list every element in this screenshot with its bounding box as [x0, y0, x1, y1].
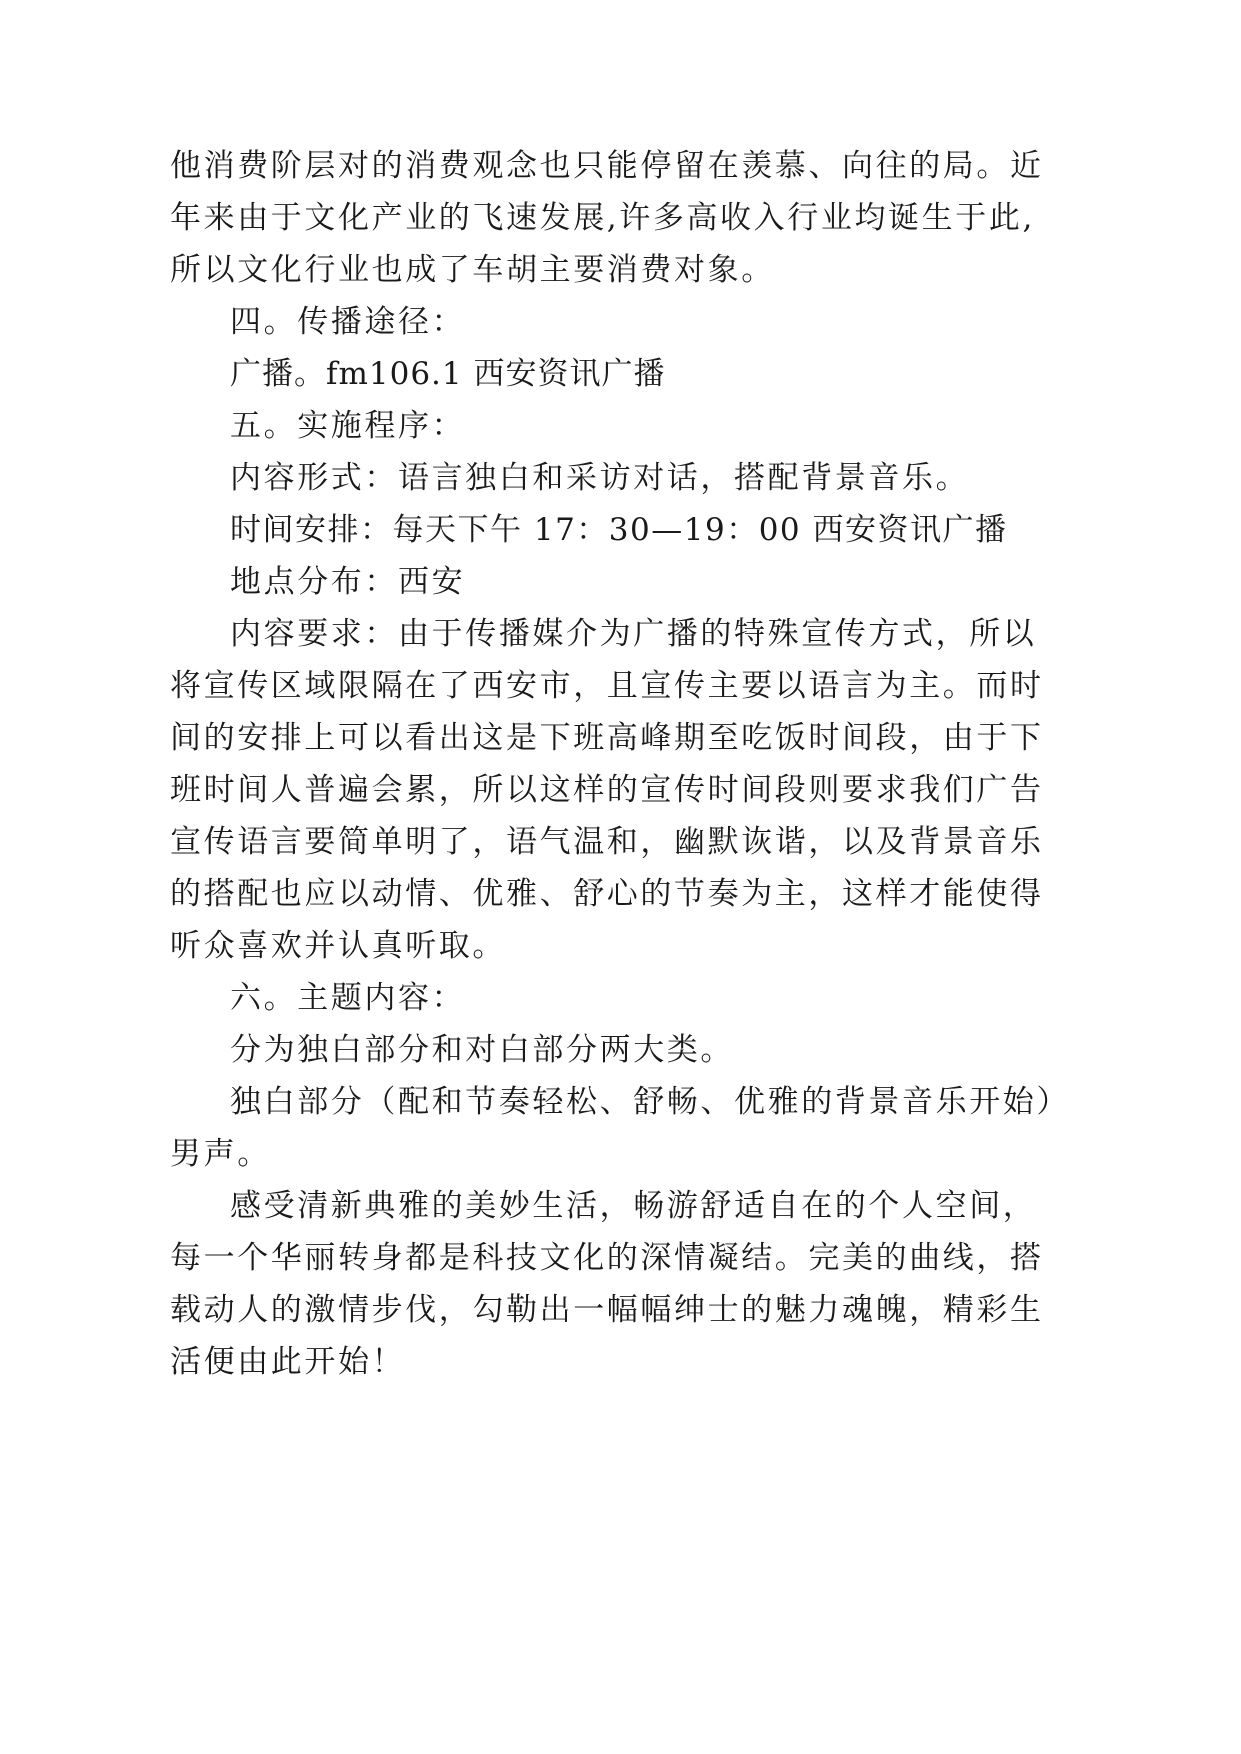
text-line: 广播。fm106.1 西安资讯广播 [230, 356, 666, 392]
text-line: 感受清新典雅的美妙生活，畅游舒适自在的个人空间， [230, 1188, 1037, 1224]
text-line: 班时间人普遍会累，所以这样的宣传时间段则要求我们广告 [170, 772, 1044, 808]
section-heading: 六。主题内容： [230, 980, 466, 1016]
text-line: 分为独白部分和对白部分两大类。 [230, 1032, 734, 1068]
text-line: 地点分布：西安 [230, 564, 466, 600]
text-line: 所以文化行业也成了车胡主要消费对象。 [170, 252, 775, 288]
text-line: 的搭配也应以动情、优雅、舒心的节奏为主，这样才能使得 [170, 876, 1044, 912]
text-line: 时间安排：每天下午 17：30—19：00 西安资讯广播 [230, 512, 1008, 548]
text-line: 听众喜欢并认真听取。 [170, 928, 506, 964]
section-heading: 四。传播途径： [230, 304, 466, 340]
text-line: 独白部分（配和节奏轻松、舒畅、优雅的背景音乐开始） [230, 1084, 1070, 1120]
text-line: 内容要求：由于传播媒介为广播的特殊宣传方式，所以 [230, 616, 1037, 652]
text-line: 内容形式：语言独白和采访对话，搭配背景音乐。 [230, 460, 970, 496]
text-line: 载动人的激情步伐，勾勒出一幅幅绅士的魅力魂魄，精彩生 [170, 1292, 1044, 1328]
text-line: 间的安排上可以看出这是下班高峰期至吃饭时间段，由于下 [170, 720, 1044, 756]
section-heading: 五。实施程序： [230, 408, 466, 444]
text-line: 他消费阶层对的消费观念也只能停留在羡慕、向往的局。近 [170, 148, 1044, 184]
text-line: 将宣传区域限隔在了西安市，且宣传主要以语言为主。而时 [170, 668, 1044, 704]
text-line: 活便由此开始！ [170, 1344, 406, 1380]
text-line: 宣传语言要简单明了，语气温和，幽默诙谐，以及背景音乐 [170, 824, 1044, 860]
text-line: 每一个华丽转身都是科技文化的深情凝结。完美的曲线，搭 [170, 1240, 1044, 1276]
text-line: 年来由于文化产业的飞速发展,许多高收入行业均诞生于此, [170, 200, 1035, 236]
text-line: 男声。 [170, 1136, 271, 1172]
